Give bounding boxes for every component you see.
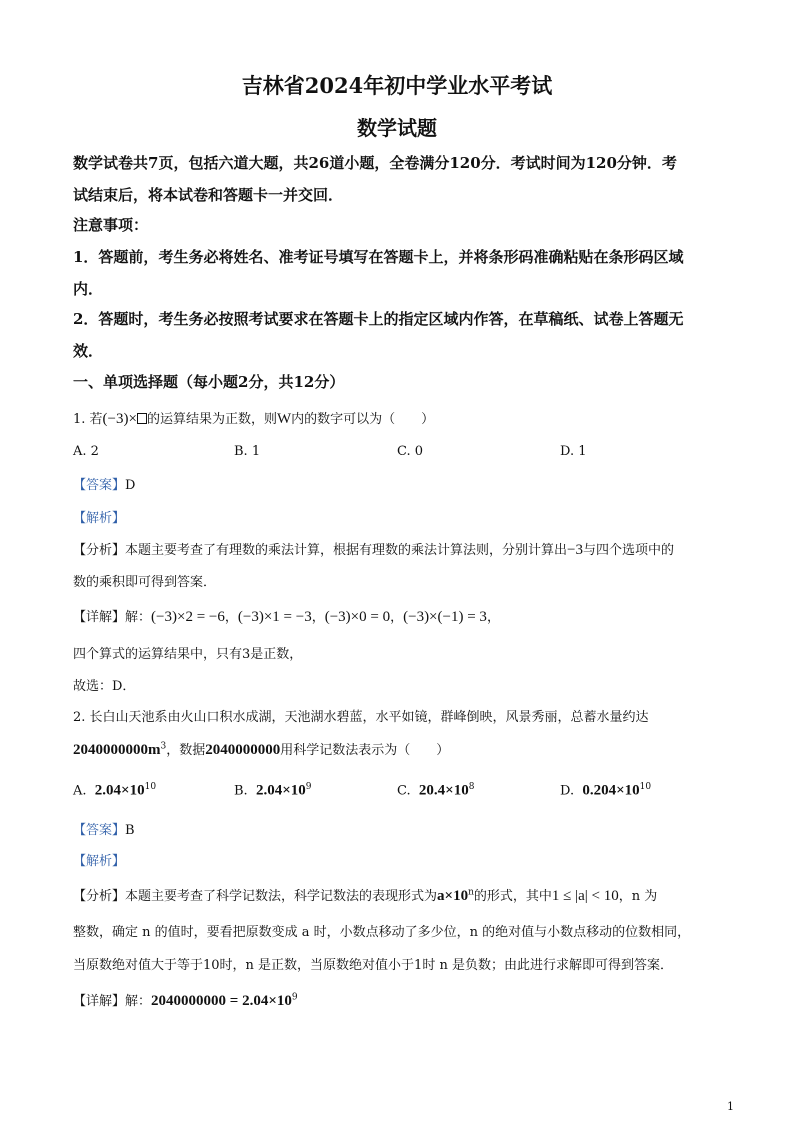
question-1-stem xyxy=(73,408,434,428)
q2-option-b xyxy=(234,782,312,799)
q2-option-a-base: 2.04×10 xyxy=(94,782,145,799)
q2-detail-prefix: 解： xyxy=(125,994,152,1009)
note-2-line-2: 效． xyxy=(73,342,104,360)
q1-w: W xyxy=(276,411,292,427)
q1-option-d: D. 1 xyxy=(560,444,587,459)
q2-fenxi-text-3: ，n 为 xyxy=(618,889,658,904)
q1-jiexi-label: 【解析】 xyxy=(73,511,126,526)
q1-calc-2: (−3)×1 = −3 xyxy=(237,609,312,625)
q1-analysis-line-1 xyxy=(73,539,674,559)
note-1-line-1: 1．答题前，考生务必将姓名、准考证号填写在答题卡上，并将条形码准确粘贴在条形码区域 xyxy=(73,248,684,266)
q2-jiexi-label: 【解析】 xyxy=(73,854,126,869)
q1-option-c: C. 0 xyxy=(397,444,424,459)
q2-analysis-line-2: 整数，确定 n 的值时，要看把原数变成 a 时，小数点移动了多少位，n 的绝对值与小数点移动的位数相同， xyxy=(73,925,691,940)
q2-fenxi-label: 【分析】 xyxy=(73,889,126,904)
q1-option-b: B. 1 xyxy=(234,444,261,459)
q1-fenxi-text-end: 与四个选项中的 xyxy=(583,543,675,558)
q2-calc: 2040000000 = 2.04×10 xyxy=(151,993,292,1009)
q1-detail-label: 【详解】 xyxy=(73,610,126,625)
q1-answer-label: 【答案】 xyxy=(73,478,126,493)
q2-option-c-base: 20.4×10 xyxy=(418,782,469,799)
note-1-line-2: 内． xyxy=(73,280,104,298)
q2-option-b-base: 2.04×10 xyxy=(255,782,306,799)
q2-option-c xyxy=(397,782,474,799)
q1-expression: (−3)× xyxy=(102,411,137,427)
q2-option-d-base: 0.204×10 xyxy=(582,782,640,799)
q2-option-a-exp: 10 xyxy=(144,782,157,792)
q2-calc-exp: 9 xyxy=(291,992,298,1003)
q2-mid: ，数据 xyxy=(166,743,206,758)
q1-fenxi-text: 本题主要考查了有理数的乘法计算，根据有理数的乘法计算法则，分别计算出 xyxy=(125,543,568,558)
page-number: 1 xyxy=(727,1100,734,1113)
q1-calc-1: (−3)×2 = −6 xyxy=(151,609,225,625)
q2-option-b-label: B. xyxy=(234,783,248,799)
q2-fenxi-form: a×10 xyxy=(437,888,469,904)
note-2-line-1: 2．答题时，考生务必按照考试要求在答题卡上的指定区域内作答，在草稿纸、试卷上答题无 xyxy=(73,310,684,328)
q2-answer-label: 【答案】 xyxy=(73,823,126,838)
q1-answer xyxy=(73,474,135,493)
q2-number: 2040000000m xyxy=(73,742,161,758)
q1-fenxi-label: 【分析】 xyxy=(73,543,126,558)
q2-option-c-label: C. xyxy=(397,783,411,799)
q2-option-d-label: D. xyxy=(560,783,575,799)
q2-fenxi-form-exp: n xyxy=(468,887,474,898)
question-2-stem-line-1: 2. 长白山天池系由火山口积水成湖，天池湖水碧蓝，水平如镜，群峰倒映，风景秀丽，总蓄水量约达 xyxy=(73,710,649,725)
q2-option-a-label: A. xyxy=(73,783,87,799)
q2-option-a xyxy=(73,782,156,799)
exam-title: 吉林省2024年初中学业水平考试 xyxy=(241,73,553,98)
q1-conclusion: 四个算式的运算结果中，只有3是正数， xyxy=(73,647,303,662)
section-1-heading: 一、单项选择题（每小题2分，共12分） xyxy=(73,373,345,391)
notice-title: 注意事项： xyxy=(73,216,149,234)
question-2-stem-line-2 xyxy=(73,739,449,759)
q1-detail: 【详解】解：(−3)×2 = −6，(−3)×1 = −3，(−3)×0 = 0，(−3)×(−1) = 3， xyxy=(73,609,500,625)
q1-option-a: A. 2 xyxy=(73,444,99,459)
q2-detail-label: 【详解】 xyxy=(73,994,126,1009)
q2-fenxi-text: 本题主要考查了科学记数法，科学记数法的表现形式为 xyxy=(125,889,438,904)
q1-stem: 的运算结果为正数，则 xyxy=(146,412,277,427)
intro-line-1: 数学试卷共7页，包括六道大题，共26道小题，全卷满分120分．考试时间为120分钟．考 xyxy=(73,154,677,172)
q2-option-d xyxy=(560,782,651,799)
q2-answer xyxy=(73,819,135,838)
q2-fenxi-inequality: 1 ≤ |a| < 10 xyxy=(551,888,619,904)
blank-box-icon xyxy=(137,413,147,424)
q2-answer-value: B xyxy=(125,823,135,838)
q1-detail-prefix: 解： xyxy=(125,610,152,625)
q2-analysis-line-3: 当原数绝对值大于等于10时，n 是正数，当原数绝对值小于1时 n 是负数；由此进行求解即可得到答案． xyxy=(73,958,673,973)
intro-line-2: 试结束后，将本试卷和答题卡一并交回． xyxy=(73,186,344,204)
q1-analysis-line-2: 数的乘积即可得到答案． xyxy=(73,575,217,590)
q2-option-d-exp: 10 xyxy=(639,782,652,792)
q1-calc-4: (−3)×(−1) = 3 xyxy=(403,609,487,625)
q1-answer-value: D xyxy=(125,478,136,493)
q2-analysis-line-1 xyxy=(73,885,657,905)
q2-unit-sup: 3 xyxy=(160,741,167,752)
q1-fenxi-number: −3 xyxy=(567,542,583,558)
q2-option-b-exp: 9 xyxy=(305,782,312,792)
q2-number-2: 2040000000 xyxy=(205,742,281,758)
exam-subtitle: 数学试题 xyxy=(357,116,437,140)
q1-prefix: 1. 若 xyxy=(73,412,103,427)
q2-detail xyxy=(73,990,298,1010)
q2-fenxi-text-2: 的形式，其中 xyxy=(473,889,552,904)
q2-stem-end: 用科学记数法表示为（ ） xyxy=(280,743,450,758)
q1-choose: 故选：D． xyxy=(73,679,136,694)
q1-stem-end: 内的数字可以为（ ） xyxy=(291,412,435,427)
q2-option-c-exp: 8 xyxy=(468,782,475,792)
q1-calc-3: (−3)×0 = 0 xyxy=(324,609,391,625)
